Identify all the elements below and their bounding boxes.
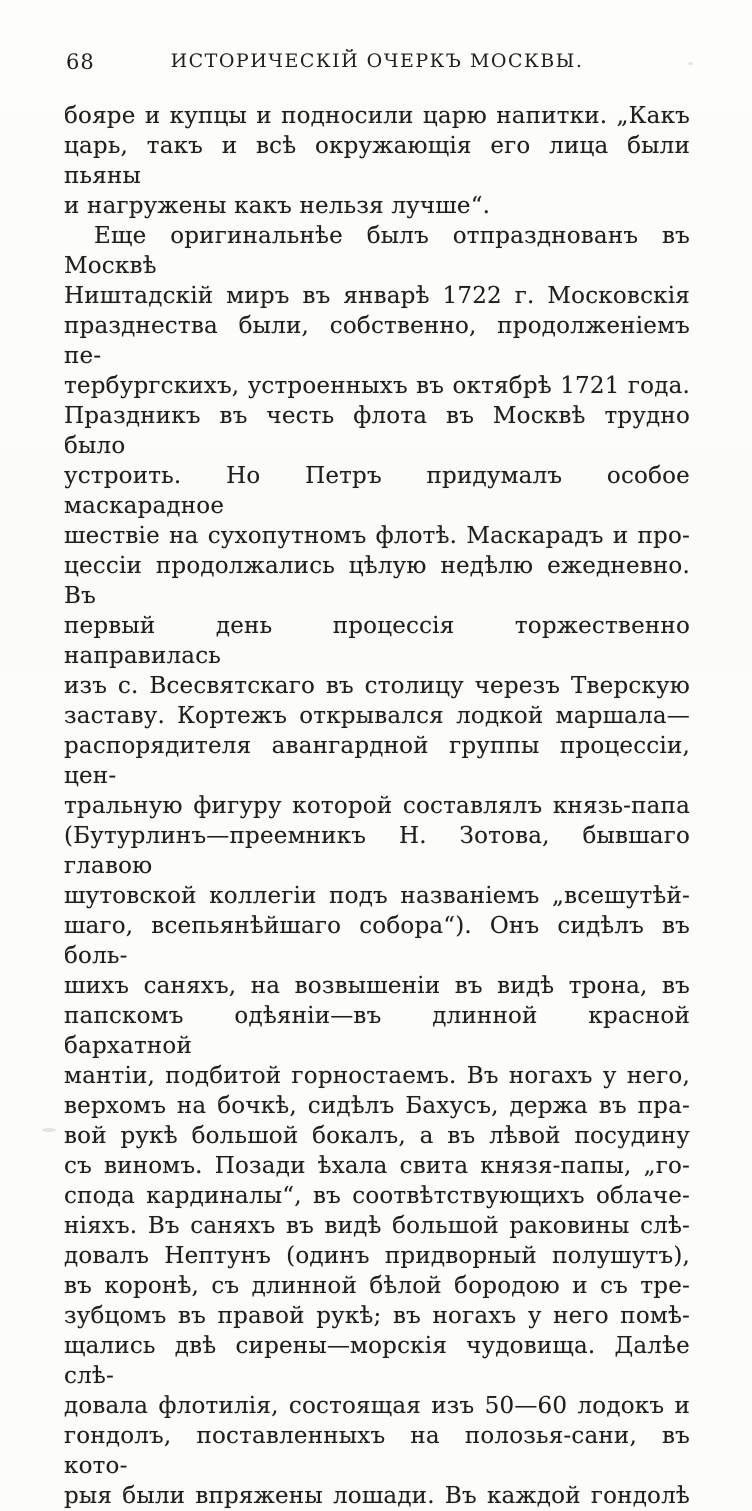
text-line: спода кардиналы“, въ соотвѣтствующихъ облаче- — [64, 1183, 690, 1209]
text-line: шихъ саняхъ, на возвышеніи въ видѣ трона, въ — [64, 973, 690, 999]
page-body — [64, 101, 690, 1511]
text-line: распорядителя авангардной группы процессіи, цен- — [64, 733, 690, 789]
running-title: ИСТОРИЧЕСКІЙ ОЧЕРКЪ МОСКВЫ. — [170, 50, 584, 72]
text-line: гондолъ, поставленныхъ на полозья-сани, въ кото- — [64, 1423, 690, 1479]
text-line: довалъ Нептунъ (одинъ придворный полушутъ), — [64, 1243, 690, 1269]
text-line: вой рукѣ большой бокалъ, а въ лѣвой посудину — [64, 1123, 690, 1149]
page-header — [64, 46, 690, 74]
text-line: мантіи, подбитой горностаемъ. Въ ногахъ у него, — [64, 1063, 690, 1089]
text-line: верхомъ на бочкѣ, сидѣлъ Бахусъ, держа въ пра- — [64, 1093, 690, 1119]
text-line: Еще оригинальнѣе былъ отпразднованъ въ Москвѣ — [64, 223, 690, 279]
text-line: царь, такъ и всѣ окружающія его лица были пьяны — [64, 133, 690, 189]
scan-artifact — [688, 62, 693, 65]
text-line: Праздникъ въ честь флота въ Москвѣ трудно было — [64, 403, 690, 459]
text-line: щались двѣ сирены—морскія чудовища. Далѣе слѣ- — [64, 1333, 690, 1389]
text-line: Ништадскій миръ въ январѣ 1722 г. Московскія — [64, 283, 690, 309]
text-line: цессіи продолжались цѣлую недѣлю ежедневно. Въ — [64, 553, 690, 609]
text-line: и нагружены какъ нельзя лучше“. — [64, 193, 491, 219]
text-line: довала флотилія, состоящая изъ 50—60 лодокъ и — [64, 1393, 690, 1419]
text-line: шествіе на сухопутномъ флотѣ. Маскарадъ и про- — [64, 523, 690, 549]
text-line: шутовской коллегіи подъ названіемъ „всешутѣй- — [64, 883, 690, 909]
text-line: шаго, всепьянѣйшаго собора“). Онъ сидѣлъ въ боль- — [64, 913, 690, 969]
text-line: (Бутурлинъ—преемникъ Н. Зотова, бывшаго главою — [64, 823, 690, 879]
text-line: ніяхъ. Въ саняхъ въ видѣ большой раковины слѣ- — [64, 1213, 690, 1239]
text-line: папскомъ одѣяніи—въ длинной красной бархатной — [64, 1003, 690, 1059]
scan-artifact — [42, 1128, 56, 1132]
paragraph — [64, 101, 690, 221]
text-line: тербургскихъ, устроенныхъ въ октябрѣ 1721 года. — [64, 373, 690, 399]
text-line: первый день процессія торжественно направилась — [64, 613, 690, 669]
text-line: въ коронѣ, съ длинной бѣлой бородою и съ тре- — [64, 1273, 690, 1299]
text-line: устроить. Но Петръ придумалъ особое маскарадное — [64, 463, 690, 519]
text-line: тральную фигуру которой составлялъ князь-папа — [64, 793, 690, 819]
text-line: рыя были впряжены лошади. Въ каждой гондолѣ — [64, 1483, 690, 1509]
paragraph — [64, 221, 690, 1511]
text-line: съ виномъ. Позади ѣхала свита князя-папы, „го- — [64, 1153, 690, 1179]
text-line: изъ с. Всесвятскаго въ столицу черезъ Тверскую — [64, 673, 690, 699]
text-line: заставу. Кортежъ открывался лодкой маршала— — [64, 703, 690, 729]
text-line: зубцомъ въ правой рукѣ; въ ногахъ у него помѣ- — [64, 1303, 690, 1329]
text-line: бояре и купцы и подносили царю напитки. „Какъ — [64, 103, 690, 129]
page-number: 68 — [66, 50, 95, 74]
text-line: празднества были, собственно, продолженіемъ пе- — [64, 313, 690, 369]
